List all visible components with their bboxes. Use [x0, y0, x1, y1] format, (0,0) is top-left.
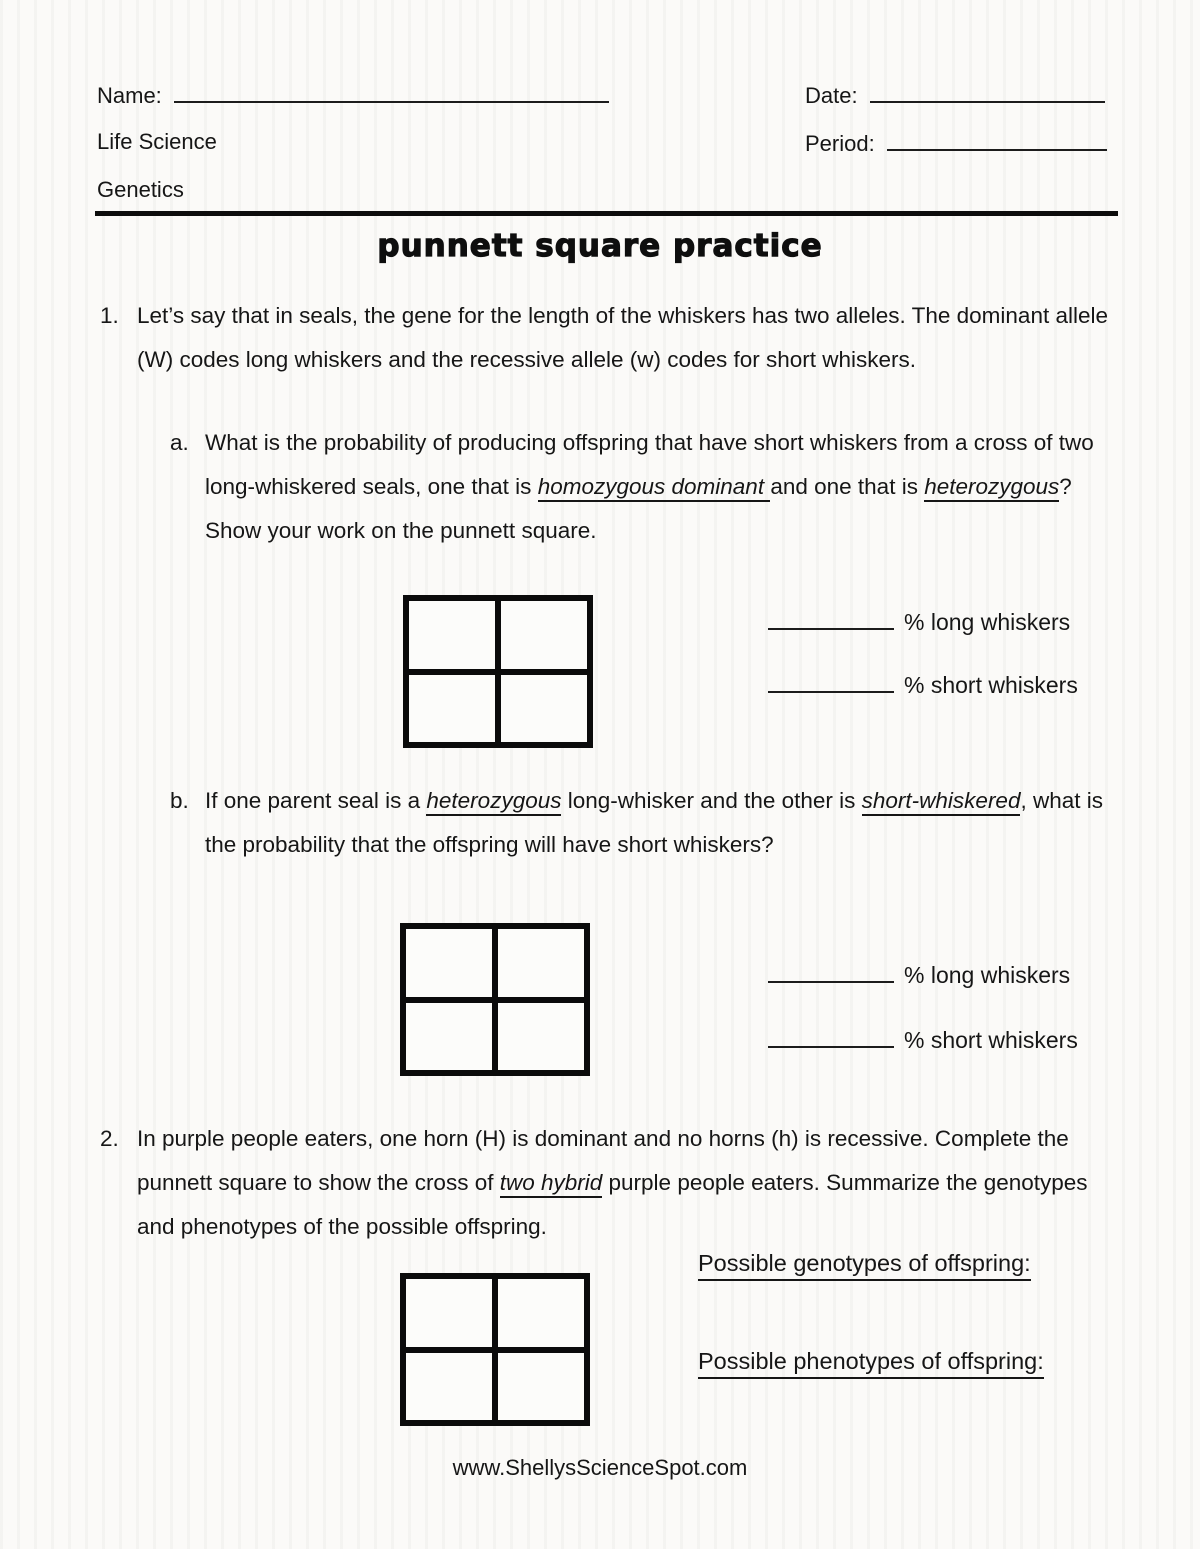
percent-blank-line — [768, 961, 894, 983]
text-segment: long-whisker and the other is — [561, 788, 862, 813]
italic-term-heterozygous: heterozygous — [924, 474, 1059, 502]
punnett-cell — [406, 1353, 492, 1421]
percent-blank-line — [768, 1026, 894, 1048]
punnett-cell — [498, 1003, 584, 1071]
punnett-cell — [498, 1279, 584, 1347]
answer-label: % short whiskers — [904, 672, 1078, 698]
question-1b-letter: b. — [170, 788, 189, 813]
punnett-square-2 — [400, 1273, 590, 1426]
question-2 — [100, 1117, 1112, 1249]
date-blank-line — [870, 81, 1105, 103]
punnett-cell — [406, 1003, 492, 1071]
question-1-text: Let’s say that in seals, the gene for the length of the whiskers has two alleles. The dominant allele (W) codes long whiskers and the recessive allele (w) codes for short whiskers. — [137, 303, 1108, 372]
question-1a-text — [205, 421, 1110, 553]
answer-label: % short whiskers — [904, 1027, 1078, 1053]
punnett-cell — [498, 1353, 584, 1421]
question-1b-text — [205, 779, 1110, 867]
italic-term-heterozygous: heterozygous — [426, 788, 561, 816]
course-label: Life Science — [97, 129, 217, 154]
answer-line-short-whiskers-1a — [768, 671, 1078, 698]
question-2-number: 2. — [100, 1126, 119, 1151]
name-row — [97, 81, 609, 109]
phenotypes-heading: Possible phenotypes of offspring: — [698, 1347, 1044, 1379]
question-2-text — [137, 1117, 1112, 1249]
text-segment: If one parent seal is a — [205, 788, 427, 813]
punnett-cell — [501, 675, 587, 743]
text-segment: purple people eaters. Summarize the genotypes and phenotypes of the possible offspring. — [137, 1170, 1088, 1239]
italic-term-homozygous-dominant: homozygous dominant — [538, 474, 771, 502]
punnett-cell — [409, 601, 495, 669]
date-label: Date: — [805, 83, 858, 108]
period-label: Period: — [805, 131, 875, 156]
text-segment: and one that is — [770, 474, 925, 499]
period-blank-line — [887, 129, 1107, 151]
answer-label: % long whiskers — [904, 609, 1071, 635]
question-1a — [170, 421, 1110, 553]
answer-line-short-whiskers-1b — [768, 1026, 1078, 1053]
genotypes-heading: Possible genotypes of offspring: — [698, 1249, 1031, 1281]
period-row — [805, 129, 1107, 157]
italic-term-two-hybrid: two hybrid — [500, 1170, 603, 1198]
name-blank-line — [174, 81, 609, 103]
punnett-cell — [409, 675, 495, 743]
punnett-square-1b — [400, 923, 590, 1076]
question-1a-letter: a. — [170, 430, 189, 455]
percent-blank-line — [768, 671, 894, 693]
punnett-cell — [501, 601, 587, 669]
punnett-cell — [406, 1279, 492, 1347]
text-segment: ? Show your work on the punnett square. — [205, 474, 1072, 543]
question-1 — [100, 294, 1112, 382]
answer-label: % long whiskers — [904, 962, 1071, 988]
footer-url: www.ShellysScienceSpot.com — [452, 1455, 748, 1480]
answer-line-long-whiskers-1b — [768, 961, 1070, 988]
italic-term-short-whiskered: short-whiskered — [862, 788, 1021, 816]
punnett-cell — [498, 929, 584, 997]
header-divider-rule — [95, 211, 1118, 216]
question-1b — [170, 779, 1110, 867]
name-label: Name: — [97, 83, 162, 108]
punnett-cell — [406, 929, 492, 997]
unit-label: Genetics — [97, 177, 184, 202]
punnett-square-1a — [403, 595, 593, 748]
percent-blank-line — [768, 608, 894, 630]
question-1-number: 1. — [100, 303, 119, 328]
text-segment: What is the probability of producing offspring that have short whiskers from a cross of two long-whiskered seals, one that is — [205, 430, 1094, 499]
date-row — [805, 81, 1105, 109]
text-segment: , what is the probability that the offspring will have short whiskers? — [205, 788, 1103, 857]
answer-line-long-whiskers-1a — [768, 608, 1070, 635]
page-title: punnett square practice — [377, 228, 823, 264]
text-segment: In purple people eaters, one horn (H) is dominant and no horns (h) is recessive. Complete the punnett square to show the cross of — [137, 1126, 1069, 1195]
